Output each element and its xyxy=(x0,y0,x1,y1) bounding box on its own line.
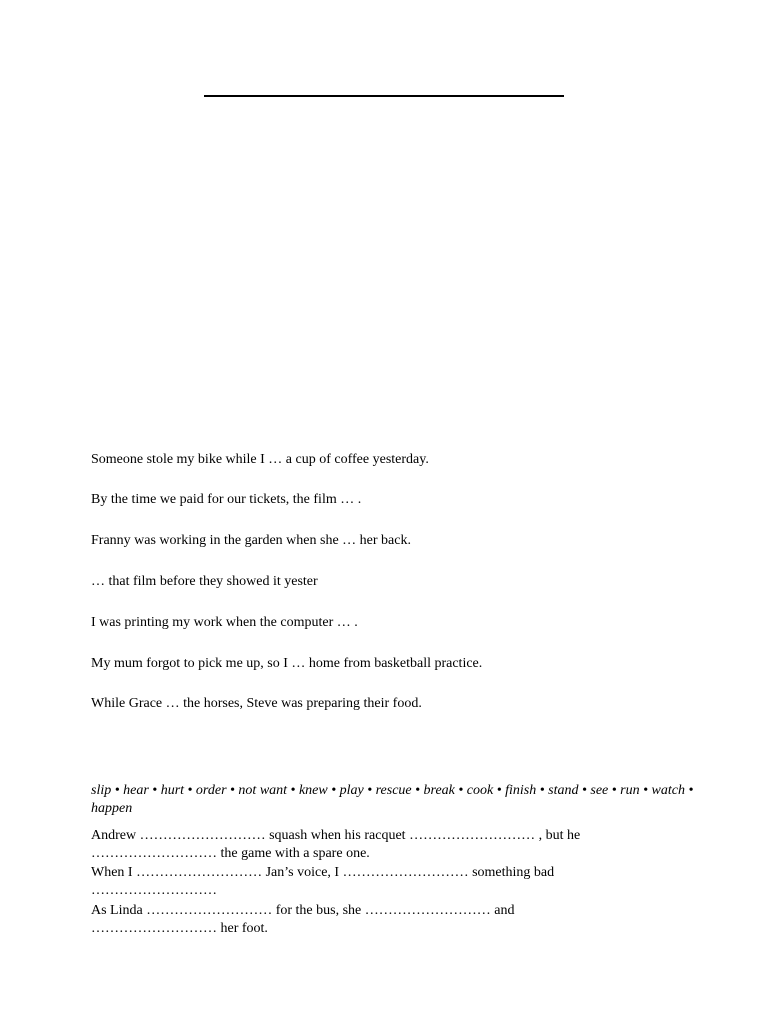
title-underline xyxy=(204,95,564,97)
gap-fill-item-1-line-2: ……………………… the game with a spare one. xyxy=(91,845,370,861)
exercise-a-sentence-3: Franny was working in the garden when she … her back. xyxy=(91,533,411,548)
gap-fill-item-2-line-2: ……………………… xyxy=(91,882,217,898)
gap-fill-item-3-line-1: As Linda ……………………… for the bus, she ……………………… and xyxy=(91,903,515,918)
exercise-a-sentence-7: While Grace … the horses, Steve was preparing their food. xyxy=(91,696,422,711)
exercise-a-sentence-6: My mum forgot to pick me up, so I … home from basketball practice. xyxy=(91,656,483,671)
gap-fill-item-2 xyxy=(91,864,651,899)
gap-fill-item-3 xyxy=(91,902,651,937)
exercise-a-sentence-5: I was printing my work when the computer … . xyxy=(91,615,358,630)
gap-fill-item-1 xyxy=(91,827,651,862)
gap-fill-item-3-line-2: ……………………… her foot. xyxy=(91,920,268,936)
exercise-a-sentence-2: By the time we paid for our tickets, the film … . xyxy=(91,492,362,507)
exercise-a-sentence-4: … that film before they showed it yester xyxy=(91,574,318,589)
gap-fill-item-2-line-1: When I ……………………… Jan’s voice, I ……………………… something bad xyxy=(91,865,555,880)
gap-fill-item-1-line-1: Andrew ……………………… squash when his racquet ……………………… , but he xyxy=(91,828,581,843)
word-bank: slip • hear • hurt • order • not want • knew • play • rescue • break • cook • finish • stand • see • run • watch • happen xyxy=(91,783,694,816)
exercise-a-sentence-1: Someone stole my bike while I … a cup of coffee yesterday. xyxy=(91,452,429,467)
